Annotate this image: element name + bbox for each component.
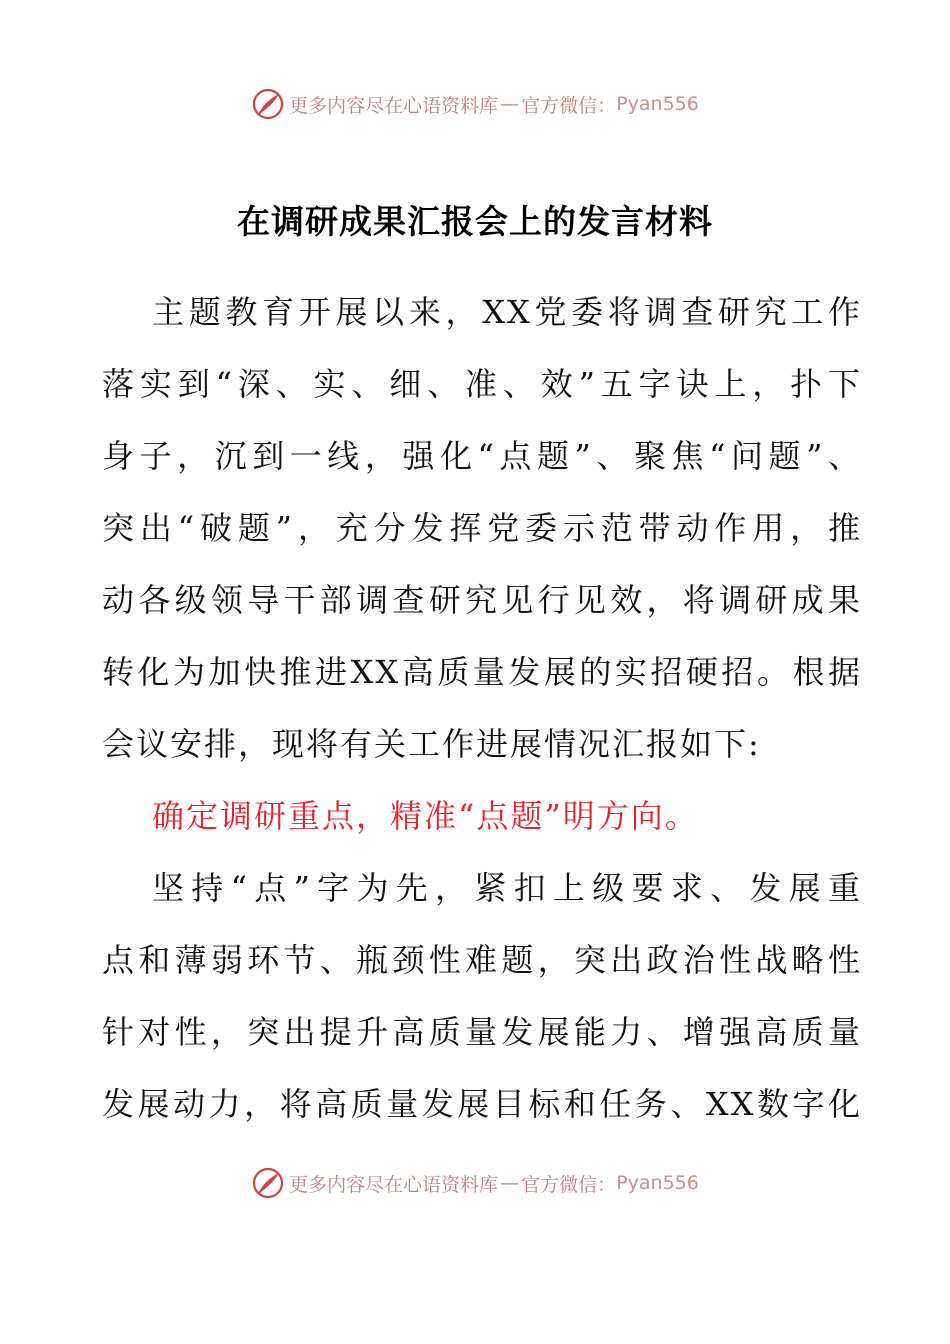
paragraph-line: 坚持“点”字为先，紧扣上级要求、发展重 <box>152 869 862 907</box>
paragraph-line: 发展动力，将高质量发展目标和任务、XX数字化 <box>102 1085 862 1123</box>
watermark-wechat-id: Pyan556 <box>616 1172 699 1194</box>
watermark-header <box>0 82 950 126</box>
watermark-footer <box>0 1161 950 1205</box>
watermark-wechat-label: 官方微信： <box>521 1173 617 1196</box>
paragraph-line: 主题教育开展以来，XX党委将调查研究工作 <box>152 293 862 331</box>
watermark-dash: — <box>500 1172 520 1194</box>
quill-logo-icon <box>251 1166 285 1200</box>
paragraph-line: 动各级领导干部调查研究见行见效，将调研成果 <box>102 581 862 619</box>
document-title: 在调研成果汇报会上的发言材料 <box>237 202 713 241</box>
section-heading: 确定调研重点，精准“点题”明方向。 <box>152 797 699 835</box>
paragraph-line: 会议安排，现将有关工作进展情况汇报如下: <box>102 725 761 763</box>
paragraph-line: 点和薄弱环节、瓶颈性难题，突出政治性战略性 <box>102 941 862 979</box>
paragraph-line: 突出“破题”，充分发挥党委示范带动作用，推 <box>102 509 862 547</box>
paragraph-line: 针对性，突出提升高质量发展能力、增强高质量 <box>102 1013 862 1051</box>
watermark-text: 更多内容尽在心语资料库 <box>289 94 499 117</box>
paragraph-line: 身子，沉到一线，强化“点题”、聚焦“问题”、 <box>102 437 862 475</box>
watermark-wechat-id: Pyan556 <box>616 93 699 115</box>
document-body <box>102 276 862 1140</box>
watermark-text: 更多内容尽在心语资料库 <box>289 1173 499 1196</box>
watermark-dash: — <box>500 93 520 115</box>
paragraph-line: 落实到“深、实、细、准、效”五字诀上，扑下 <box>102 365 862 403</box>
quill-logo-icon <box>251 87 285 121</box>
paragraph-line: 转化为加快推进XX高质量发展的实招硬招。根据 <box>102 653 862 691</box>
watermark-wechat-label: 官方微信： <box>521 94 617 117</box>
